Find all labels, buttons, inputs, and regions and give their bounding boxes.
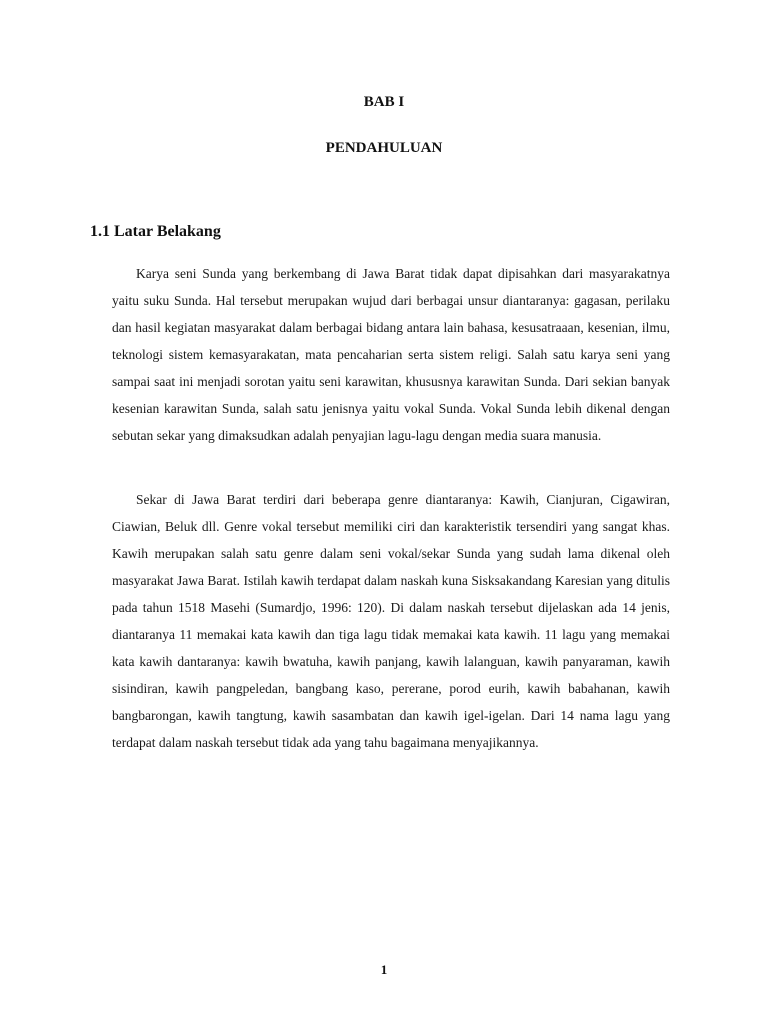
- chapter-title: PENDAHULUAN: [325, 140, 443, 156]
- section-heading: 1.1 Latar Belakang: [90, 223, 221, 240]
- paragraph-2: Sekar di Jawa Barat terdiri dari beberapa genre diantaranya: Kawih, Cianjuran, Cigawiran, Ciawian, Beluk dll. Genre vokal tersebut memiliki ciri dan karakteristik tersendiri yang sangat khas. Kawih merupakan salah satu genre dalam seni vokal/sekar Sunda yang sudah lama dikenal oleh masyarakat Jawa Barat. Istilah kawih terdapat dalam naskah kuna Sisksakandang Karesian yang ditulis pada tahun 1518 Masehi (Sumardjo, 1996: 120). Di dalam naskah tersebut dijelaskan ada 14 jenis, diantaranya 11 memakai kata kawih dan tiga lagu tidak memakai kata kawih. 11 lagu yang memakai kata kawih dantaranya: kawih bwatuha, kawih panjang, kawih lalanguan, kawih panyaraman, kawih sisindiran, kawih pangpeledan, bangbang kaso, pererane, porod eurih, kawih babahanan, kawih bangbarongan, kawih tangtung, kawih sasambatan dan kawih igel-igelan. Dari 14 nama lagu yang terdapat dalam naskah tersebut tidak ada yang tahu bagaimana menyajikannya.: [112, 492, 670, 750]
- page-number: 1: [380, 962, 388, 977]
- chapter-number: BAB I: [363, 94, 405, 110]
- paragraph-1: Karya seni Sunda yang berkembang di Jawa Barat tidak dapat dipisahkan dari masyarakatnya yaitu suku Sunda. Hal tersebut merupakan wujud dari berbagai unsur diantaranya: gagasan, perilaku dan hasil kegiatan masyarakat dalam berbagai bidang antara lain bahasa, kesusatraaan, kesenian, ilmu, teknologi sistem kemasyarakatan, mata pencaharian serta sistem religi. Salah satu karya seni yang sampai saat ini menjadi sorotan yaitu seni karawitan, khususnya karawitan Sunda. Dari sekian banyak kesenian karawitan Sunda, salah satu jenisnya yaitu vokal Sunda. Vokal Sunda lebih dikenal dengan sebutan sekar yang dimaksudkan adalah penyajian lagu-lagu dengan media suara manusia.: [112, 266, 670, 443]
